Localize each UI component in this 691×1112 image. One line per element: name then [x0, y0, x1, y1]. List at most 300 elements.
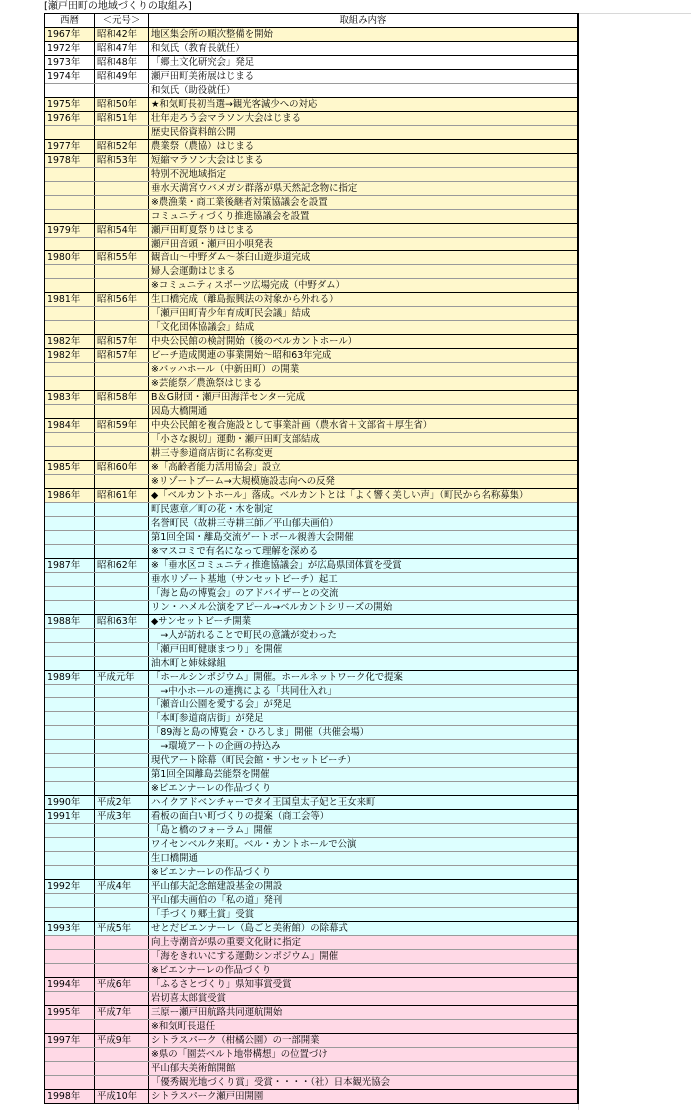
year-cell — [45, 321, 95, 334]
year-cell — [45, 405, 95, 418]
year-cell: 1983年 — [45, 391, 95, 404]
table-row — [45, 739, 577, 753]
content-cell: 「瀬戸田町青少年育成町民会議」結成 — [151, 308, 311, 320]
table-row — [45, 684, 577, 698]
table-row — [45, 1005, 577, 1019]
era-cell — [95, 838, 149, 851]
era-cell: 昭和50年 — [95, 98, 149, 111]
era-cell — [95, 726, 149, 739]
year-cell — [45, 712, 95, 725]
era-cell — [95, 573, 149, 586]
timeline-table — [44, 13, 579, 1104]
table-row — [45, 893, 577, 907]
content-cell: 第1回全国離島芸能祭を開催 — [151, 769, 270, 781]
era-cell — [95, 377, 149, 390]
year-cell: 1986年 — [45, 489, 95, 502]
era-cell — [95, 824, 149, 837]
year-cell — [45, 182, 95, 195]
era-cell: 昭和55年 — [95, 251, 149, 264]
table-row — [45, 334, 577, 348]
header-content: 取組み内容 — [339, 15, 387, 26]
content-cell: ※リゾートブーム→大規模施設志向への反発 — [151, 475, 335, 487]
table-row — [45, 725, 577, 739]
year-cell — [45, 726, 95, 739]
table-row — [45, 586, 577, 600]
era-cell — [95, 279, 149, 292]
content-cell: ※コミュニティスポーツ広場完成（中野ダム） — [151, 280, 346, 292]
content-cell: 「海をきれいにする運動シンポジウム」開催 — [151, 950, 339, 962]
era-cell — [95, 517, 149, 530]
year-cell — [45, 838, 95, 851]
content-cell: →人が訪れることで町民の意識が変わった — [151, 629, 337, 641]
year-cell: 1972年 — [45, 42, 95, 55]
year-cell: 1984年 — [45, 419, 95, 432]
era-cell: 平成10年 — [95, 1090, 149, 1103]
table-row — [45, 488, 577, 502]
content-cell: 中央公民館の検討開始（後のベルカントホール） — [151, 336, 358, 348]
era-cell: 昭和47年 — [95, 42, 149, 55]
year-cell — [45, 1048, 95, 1061]
content-cell: 瀬戸田町夏祭りはじまる — [151, 224, 255, 236]
table-row — [45, 41, 577, 55]
content-cell: B＆G財団・瀬戸田海洋センター完成 — [151, 392, 305, 404]
table-row — [45, 362, 577, 376]
content-cell: ※芸能祭／農漁祭はじまる — [151, 378, 262, 390]
year-cell — [45, 936, 95, 949]
era-cell — [95, 405, 149, 418]
table-row — [45, 348, 577, 362]
content-cell: 生口橋完成（離島振興法の対象から外れる） — [151, 294, 339, 306]
table-row — [45, 167, 577, 181]
era-cell — [95, 601, 149, 614]
table-row — [45, 502, 577, 516]
table-row — [45, 27, 577, 41]
era-cell — [95, 447, 149, 460]
year-cell — [45, 629, 95, 642]
year-cell — [45, 992, 95, 1005]
year-cell — [45, 307, 95, 320]
year-cell — [45, 377, 95, 390]
era-cell: 昭和59年 — [95, 419, 149, 432]
table-row — [45, 1075, 577, 1089]
table-row — [45, 195, 577, 209]
table-row — [45, 935, 577, 949]
content-cell: 「島と橋のフォーラム」開催 — [151, 825, 273, 837]
spreadsheet-gridline — [578, 13, 691, 14]
era-cell — [95, 503, 149, 516]
year-cell — [45, 433, 95, 446]
year-cell: 1967年 — [45, 28, 95, 41]
table-row — [45, 614, 577, 628]
content-cell: 「瀬戸田町健康まつり」を開催 — [151, 643, 283, 655]
content-cell: 生口橋開通 — [151, 853, 198, 865]
era-cell — [95, 1062, 149, 1075]
table-row — [45, 670, 577, 684]
content-cell: コミュニティづくり推進協議会を設置 — [151, 210, 310, 222]
era-cell: 昭和60年 — [95, 461, 149, 474]
year-cell: 1997年 — [45, 1034, 95, 1047]
era-cell — [95, 531, 149, 544]
year-cell: 1988年 — [45, 615, 95, 628]
content-cell: 瀬戸田町美術展はじまる — [151, 70, 255, 82]
content-cell: せとだビエンナーレ（島ごと美術館）の除幕式 — [151, 922, 348, 934]
content-cell: 瀬戸田音頭・瀬戸田小唄発表 — [151, 238, 273, 250]
table-row — [45, 781, 577, 795]
table-row — [45, 418, 577, 432]
content-cell: →中小ホールの連携による「共同仕入れ」 — [151, 685, 337, 697]
year-cell: 1973年 — [45, 56, 95, 69]
content-cell: →環境アートの企画の持込み — [151, 741, 281, 753]
table-row — [45, 600, 577, 614]
year-cell — [45, 964, 95, 977]
table-row — [45, 977, 577, 991]
content-cell: 歴史民俗資料館公開 — [151, 126, 236, 138]
content-cell: 垂水リゾート基地（サンセットビーチ）起工 — [151, 573, 338, 585]
year-cell — [45, 768, 95, 781]
year-cell — [45, 643, 95, 656]
content-cell: ※農漁業・商工業後継者対策協議会を設置 — [151, 196, 328, 208]
table-row — [45, 55, 577, 69]
era-cell — [95, 1076, 149, 1089]
era-cell — [95, 964, 149, 977]
era-cell: 昭和49年 — [95, 70, 149, 83]
table-row — [45, 111, 577, 125]
year-cell: 1989年 — [45, 671, 95, 684]
era-cell: 平成2年 — [95, 796, 149, 809]
table-row — [45, 879, 577, 893]
year-cell: 1985年 — [45, 461, 95, 474]
content-cell: 「海と島の博覧会」のアドバイザーとの交流 — [151, 587, 339, 599]
content-cell: 「本町参道商店街」が発足 — [151, 713, 264, 725]
era-cell — [95, 475, 149, 488]
table-row — [45, 628, 577, 642]
era-cell — [95, 698, 149, 711]
table-row — [45, 767, 577, 781]
table-row — [45, 83, 577, 97]
era-cell — [95, 936, 149, 949]
table-row — [45, 753, 577, 767]
table-row — [45, 69, 577, 83]
year-cell — [45, 866, 95, 879]
year-cell — [45, 279, 95, 292]
table-row — [45, 376, 577, 390]
table-row — [45, 181, 577, 195]
table-row — [45, 851, 577, 865]
content-cell: シトラスパーク瀬戸田開園 — [151, 1090, 264, 1102]
era-cell — [95, 265, 149, 278]
content-cell: ※ビエンナーレの作品づくり — [151, 964, 272, 976]
content-cell: 現代アート除幕（町民会館・サンセットビーチ） — [151, 755, 357, 767]
table-row — [45, 809, 577, 823]
era-cell — [95, 126, 149, 139]
era-cell — [95, 196, 149, 209]
table-row — [45, 292, 577, 306]
content-cell: ハイクアドベンチャーでタイ王国皇太子妃と王女来町 — [151, 797, 376, 809]
content-cell: ★和気町長初当選→観光客減少への対応 — [151, 98, 318, 110]
table-row — [45, 949, 577, 963]
content-cell: 「ホールシンポジウム」開催。ホールネットワーク化で提案 — [151, 671, 403, 683]
content-cell: 看板の面白い町づくりの提案（商工会等） — [151, 811, 330, 823]
content-cell: シトラスパーク（柑橘公園）の一部開業 — [151, 1034, 320, 1046]
content-cell: 岩切喜太郎賞受賞 — [151, 992, 227, 1004]
era-cell — [95, 685, 149, 698]
year-cell — [45, 210, 95, 223]
era-cell: 昭和51年 — [95, 112, 149, 125]
year-cell: 1990年 — [45, 796, 95, 809]
content-cell: 地区集会所の順次整備を開始 — [151, 28, 273, 40]
era-cell: 昭和57年 — [95, 335, 149, 348]
content-cell: ※県の「園芸ベルト地帯構想」の位置づけ — [151, 1048, 328, 1060]
year-cell: 1982年 — [45, 349, 95, 362]
year-cell — [45, 740, 95, 753]
era-cell — [95, 433, 149, 446]
year-cell — [45, 447, 95, 460]
era-cell: 平成4年 — [95, 880, 149, 893]
year-cell: 1981年 — [45, 293, 95, 306]
era-cell — [95, 782, 149, 795]
era-cell: 平成9年 — [95, 1034, 149, 1047]
year-cell: 1992年 — [45, 880, 95, 893]
content-cell: 耕三寺参道商店街に名称変更 — [151, 448, 273, 460]
table-row — [45, 795, 577, 809]
era-cell: 昭和48年 — [95, 56, 149, 69]
year-cell — [45, 531, 95, 544]
era-cell — [95, 992, 149, 1005]
year-cell — [45, 545, 95, 558]
table-row — [45, 446, 577, 460]
era-cell: 昭和52年 — [95, 140, 149, 153]
year-cell: 1974年 — [45, 70, 95, 83]
content-cell: 平山郁夫美術館開館 — [151, 1062, 236, 1074]
era-cell — [95, 321, 149, 334]
year-cell: 1994年 — [45, 978, 95, 991]
era-cell: 昭和54年 — [95, 224, 149, 237]
table-row — [45, 1089, 577, 1103]
era-cell: 昭和61年 — [95, 489, 149, 502]
year-cell — [45, 126, 95, 139]
year-cell: 1991年 — [45, 810, 95, 823]
table-row — [45, 656, 577, 670]
year-cell: 1978年 — [45, 154, 95, 167]
era-cell — [95, 238, 149, 251]
era-cell — [95, 629, 149, 642]
table-row — [45, 97, 577, 111]
era-cell — [95, 1048, 149, 1061]
year-cell — [45, 698, 95, 711]
content-cell: 農業祭（農協）はじまる — [151, 140, 255, 152]
table-row — [45, 544, 577, 558]
year-cell — [45, 1076, 95, 1089]
table-row — [45, 1033, 577, 1047]
era-cell — [95, 643, 149, 656]
era-cell: 昭和63年 — [95, 615, 149, 628]
content-cell: ビーチ造成関連の事業開始～昭和63年完成 — [151, 350, 332, 362]
content-cell: 町民憲章／町の花・木を制定 — [151, 503, 273, 515]
era-cell: 昭和42年 — [95, 28, 149, 41]
era-cell — [95, 712, 149, 725]
content-cell: 第1回全国・離島交流ゲートボール親善大会開催 — [151, 531, 354, 543]
content-cell: 「郷土文化研究会」発足 — [151, 56, 255, 68]
table-row — [45, 153, 577, 167]
table-row — [45, 250, 577, 264]
year-cell — [45, 754, 95, 767]
year-cell — [45, 517, 95, 530]
table-row — [45, 642, 577, 656]
era-cell — [95, 587, 149, 600]
era-cell — [95, 307, 149, 320]
year-cell — [45, 824, 95, 837]
table-row — [45, 320, 577, 334]
era-cell: 平成6年 — [95, 978, 149, 991]
table-row — [45, 460, 577, 474]
table-row — [45, 1019, 577, 1033]
content-cell: 「瀬音山公園を愛する会」が発足 — [151, 699, 292, 711]
table-row — [45, 306, 577, 320]
era-cell — [95, 908, 149, 921]
year-cell — [45, 1062, 95, 1075]
content-cell: ※マスコミで有名になって理解を深める — [151, 545, 319, 557]
table-row — [45, 223, 577, 237]
era-cell — [95, 545, 149, 558]
content-cell: 特別不況地域指定 — [151, 168, 227, 180]
table-row — [45, 516, 577, 530]
content-cell: ※バッハホール（中新田町）の開業 — [151, 364, 300, 376]
year-cell: 1995年 — [45, 1006, 95, 1019]
content-cell: ※「垂水区コミュニティ推進協議会」が広島県団体賞を受賞 — [151, 559, 402, 571]
era-cell — [95, 84, 149, 97]
year-cell: 1987年 — [45, 559, 95, 572]
table-row — [45, 474, 577, 488]
year-cell — [45, 363, 95, 376]
era-cell — [95, 363, 149, 376]
content-cell: 因島大橋開通 — [151, 406, 208, 418]
table-row — [45, 237, 577, 251]
era-cell — [95, 182, 149, 195]
year-cell — [45, 475, 95, 488]
content-cell: 「優秀観光地づくり賞」受賞・・・・（社）日本観光協会 — [151, 1076, 391, 1088]
content-cell: 「小さな親切」運動・瀬戸田町支部結成 — [151, 434, 320, 446]
content-cell: 油木町と姉妹縁組 — [151, 657, 227, 669]
table-row — [45, 278, 577, 292]
table-row — [45, 139, 577, 153]
era-cell — [95, 168, 149, 181]
content-cell: ◆「ベルカントホール」落成。ベルカントとは「よく響く美しい声」（町民から名称募集） — [151, 489, 529, 501]
content-cell: 婦人会運動はじまる — [151, 266, 236, 278]
content-cell: 壮年走ろう会マラソン大会はじまる — [151, 112, 302, 124]
era-cell — [95, 866, 149, 879]
content-cell: 平山郁夫記念館建設基金の開設 — [151, 881, 283, 893]
table-row — [45, 1061, 577, 1075]
table-row — [45, 921, 577, 935]
sheet-title: [瀬戸田町の地域づくりの取組み] — [44, 1, 192, 12]
table-row — [45, 390, 577, 404]
content-cell: 和気氏（教育長就任） — [151, 42, 245, 54]
era-cell: 昭和53年 — [95, 154, 149, 167]
content-cell: 向上寺潮音が県の重要文化財に指定 — [151, 936, 302, 948]
content-cell: 「89海と島の博覧会・ひろしま」開催（共催会場） — [151, 727, 370, 739]
table-row — [45, 209, 577, 223]
content-cell: 平山郁夫画伯の「私の道」発刊 — [151, 895, 283, 907]
era-cell — [95, 740, 149, 753]
era-cell: 昭和57年 — [95, 349, 149, 362]
content-cell: 名誉町民（故耕三寺耕三師／平山郁夫画伯） — [151, 517, 339, 529]
year-cell — [45, 573, 95, 586]
year-cell — [45, 196, 95, 209]
year-cell — [45, 238, 95, 251]
header-year: 西暦 — [45, 14, 95, 27]
year-cell: 1977年 — [45, 140, 95, 153]
table-row — [45, 404, 577, 418]
content-cell: リン・ハメル公演をアピール→ベルカントシリーズの開始 — [151, 601, 393, 613]
year-cell — [45, 84, 95, 97]
table-row — [45, 907, 577, 921]
table-row — [45, 432, 577, 446]
era-cell: 昭和58年 — [95, 391, 149, 404]
year-cell — [45, 657, 95, 670]
year-cell — [45, 503, 95, 516]
content-cell: 垂水天満宮ウバメガシ群落が県天然記念物に指定 — [151, 182, 358, 194]
year-cell: 1998年 — [45, 1090, 95, 1103]
year-cell — [45, 1020, 95, 1033]
table-row — [45, 823, 577, 837]
content-cell: 「文化団体協議会」結成 — [151, 322, 255, 334]
year-cell — [45, 685, 95, 698]
table-row — [45, 1047, 577, 1061]
year-cell — [45, 894, 95, 907]
era-cell — [95, 754, 149, 767]
content-cell: 中央公民館を複合施設として事業計画（農水省＋文部省＋厚生省） — [151, 420, 433, 432]
table-header-row — [45, 13, 577, 27]
era-cell — [95, 768, 149, 781]
content-cell: ※和気町長退任 — [151, 1020, 216, 1032]
content-cell: 観音山～中野ダム～茶臼山遊歩道完成 — [151, 252, 311, 264]
content-cell: 三原ー瀬戸田航路共同運航開始 — [151, 1006, 283, 1018]
table-row — [45, 963, 577, 977]
year-cell: 1993年 — [45, 922, 95, 935]
era-cell — [95, 894, 149, 907]
era-cell: 平成5年 — [95, 922, 149, 935]
table-row — [45, 865, 577, 879]
era-cell: 昭和62年 — [95, 559, 149, 572]
table-row — [45, 125, 577, 139]
content-cell: ※ビエンナーレの作品づくり — [151, 783, 272, 795]
era-cell — [95, 1020, 149, 1033]
year-cell: 1979年 — [45, 224, 95, 237]
table-row — [45, 530, 577, 544]
header-era: ＜元号＞ — [95, 14, 149, 27]
content-cell: ワイセンベルク来町。ベル・カントホールで公演 — [151, 839, 357, 851]
era-cell: 平成7年 — [95, 1006, 149, 1019]
table-row — [45, 837, 577, 851]
year-cell — [45, 168, 95, 181]
era-cell — [95, 210, 149, 223]
era-cell — [95, 657, 149, 670]
year-cell — [45, 265, 95, 278]
content-cell: 短縮マラソン大会はじまる — [151, 154, 264, 166]
table-row — [45, 558, 577, 572]
table-row — [45, 572, 577, 586]
year-cell: 1975年 — [45, 98, 95, 111]
year-cell: 1976年 — [45, 112, 95, 125]
content-cell: ※「高齢者能力活用協会」設立 — [151, 462, 281, 473]
year-cell — [45, 908, 95, 921]
era-cell: 平成元年 — [95, 671, 149, 684]
era-cell — [95, 852, 149, 865]
table-row — [45, 264, 577, 278]
table-body — [45, 27, 577, 1103]
era-cell: 平成3年 — [95, 810, 149, 823]
table-row — [45, 711, 577, 725]
